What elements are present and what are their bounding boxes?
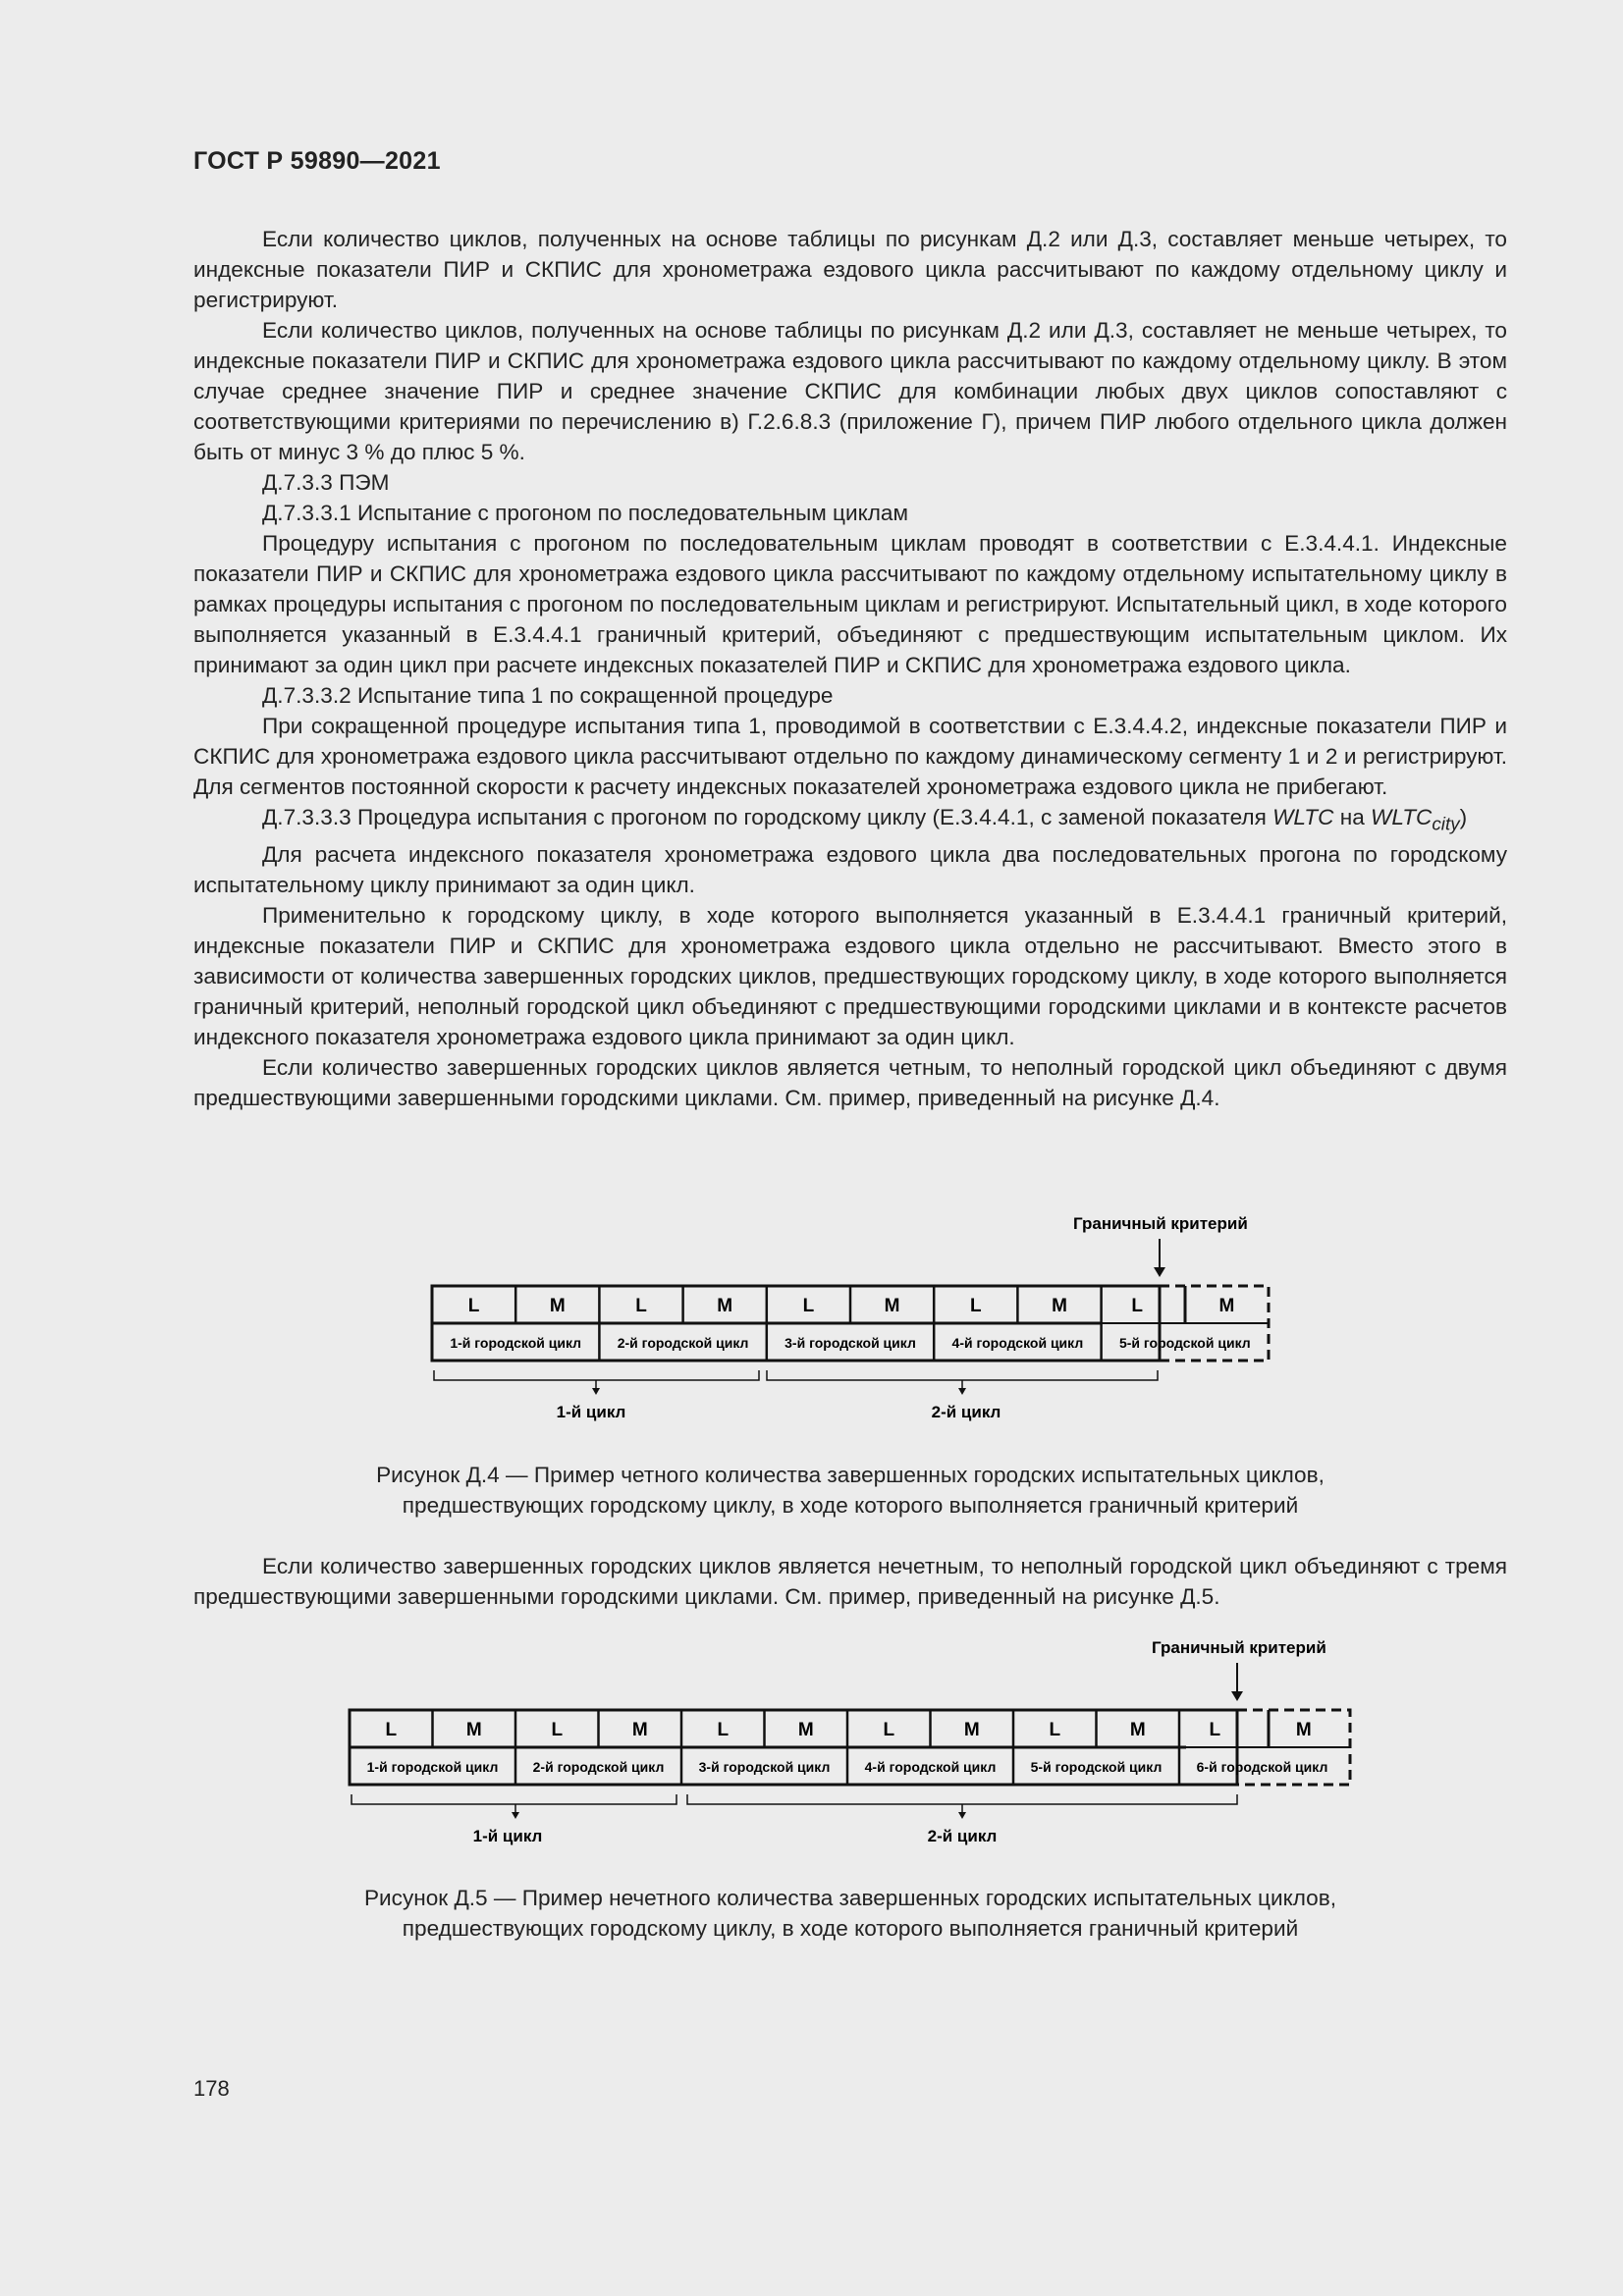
brace-2 [687,1794,1237,1814]
phase-cell-M: M [884,1296,900,1316]
group-label-1: 1-й цикл [472,1827,543,1845]
page-number: 178 [193,2076,230,2101]
phase-cell-M: M [631,1720,648,1740]
phase-cell-L: L [1131,1296,1144,1316]
section-heading-wltc: Д.7.3.3.3 Процедура испытания с прогоном по городскому циклу (Е.3.4.4.1, с заменой показателя WLTC на $WLTC_{city}$) [262,805,1468,834]
figure-d5 [0,1629,1623,1845]
paragraph: Для расчета индексного показателя хронометража ездового цикла два последовательных прогона по городскому испытательному циклу принимают за один цикл. [193,841,1507,897]
brace-1 [434,1370,759,1390]
phase-cell-L: L [717,1720,730,1740]
phase-cell-M: M [465,1720,482,1740]
phase-cell-L: L [385,1720,398,1740]
phase-cell-M: M [963,1720,980,1740]
brace-1 [352,1794,676,1814]
paragraph: Если количество циклов, полученных на основе таблицы по рисункам Д.2 или Д.3, составляет не меньше четырех, то индексные показатели ПИР и СКПИС для хронометража ездового цикла рассчитывают по каждому отдельному циклу. В этом случае среднее значение ПИР и среднее значение СКПИС для комбинации любых двух циклов сопоставляют с соответствующими критериями по перечислению в) Г.2.6.8.3 (приложение Г), причем ПИР любого отдельного цикла должен быть от минус 3 % до плюс 5 %. [193,318,1507,464]
phase-cell-M: M [1129,1720,1146,1740]
group-label-2: 2-й цикл [927,1827,998,1845]
figure-d4-diagram [0,1205,1623,1421]
phase-cell-L: L [1209,1720,1221,1740]
cycle-label: 3-й городской цикл [784,1335,916,1351]
criterion-label: Граничный критерий [1073,1214,1248,1233]
cycle-label: 1-й городской цикл [450,1335,582,1351]
group-label-1: 1-й цикл [556,1403,626,1421]
figure-d4-caption: Рисунок Д.4 — Пример четного количества завершенных городских испытательных циклов, предшествующих городскому циклу, в ходе которого выполняется граничный критерий [376,1463,1325,1518]
cycle-label: 6-й городской цикл [1196,1759,1328,1775]
figure-d5-diagram [0,1629,1623,1845]
phase-cell-M: M [549,1296,566,1316]
phase-cell-M: M [717,1296,733,1316]
top-cells [468,1286,1235,1323]
phase-cell-M: M [1052,1296,1067,1316]
criterion-arrow-head [1154,1267,1165,1277]
cycle-label: 2-й городской цикл [532,1759,665,1775]
cycle-label: 4-й городской цикл [951,1335,1084,1351]
phase-cell-M: M [797,1720,814,1740]
brace-2 [767,1370,1158,1390]
cycle-label: 4-й городской цикл [864,1759,997,1775]
figure-d4 [0,1205,1623,1421]
paragraph: При сокращенной процедуре испытания типа 1, проводимой в соответствии с Е.3.4.4.2, индексные показатели ПИР и СКПИС для хронометража ездового цикла рассчитывают отдельно по каждому динамическому сегменту 1 и 2 и регистрируют. Для сегментов постоянной скорости к расчету индексных показателей хронометража ездового цикла не прибегают. [193,714,1507,799]
section-heading: Д.7.3.3.2 Испытание типа 1 по сокращенной процедуре [262,683,834,708]
body-text [193,224,1507,1113]
group-label-2: 2-й цикл [931,1403,1001,1421]
phase-cell-L: L [635,1296,647,1316]
section-heading: Д.7.3.3 ПЭМ [262,470,390,495]
top-cells [385,1710,1311,1747]
paragraph-odd: Если количество завершенных городских циклов является нечетным, то неполный городской цикл объединяют с тремя предшествующими завершенными городскими циклами. См. пример, приведенный на рисунке Д.5. [193,1554,1507,1609]
phase-cell-M: M [1295,1720,1312,1740]
criterion-arrow-head [1231,1691,1243,1701]
cycle-label: 5-й городской цикл [1118,1335,1251,1351]
cycle-cells [367,1747,1328,1785]
paragraph: Если количество завершенных городских циклов является четным, то неполный городской цикл объединяют с двумя предшествующими завершенными городскими циклами. См. пример, приведенный на рисунке Д.4. [193,1054,1507,1110]
paragraph: Применительно к городскому циклу, в ходе которого выполняется указанный в Е.3.4.4.1 граничный критерий, индексные показатели ПИР и СКПИС для хронометража ездового цикла отдельно не рассчитывают. Вместо этого в зависимости от количества завершенных городских циклов, предшествующих городскому циклу, в ходе которого выполняется граничный критерий, неполный городской цикл объединяют с предшествующими городскими циклами и в контексте расчетов индексного показателя хронометража ездового цикла принимают за один цикл. [193,902,1507,1049]
phase-cell-L: L [802,1296,815,1316]
cycle-label: 3-й городской цикл [698,1759,831,1775]
phase-cell-M: M [1218,1296,1235,1316]
cycle-label: 1-й городской цикл [366,1759,499,1775]
phase-cell-L: L [969,1296,982,1316]
cycle-label: 5-й городской цикл [1030,1759,1163,1775]
phase-cell-L: L [1049,1720,1061,1740]
section-heading: Д.7.3.3.1 Испытание с прогоном по последовательным циклам [262,501,909,525]
paragraph: Процедуру испытания с прогоном по последовательным циклам проводят в соответствии с Е.3.4.4.1. Индексные показатели ПИР и СКПИС для хронометража ездового цикла рассчитывают по каждому отдельному испытательному циклу в рамках процедуры испытания с прогоном по последовательным циклам и регистрируют. Испытательный цикл, в ходе которого выполняется указанный в Е.3.4.4.1 граничный критерий, объединяют с предшествующим испытательным циклом. Их принимают за один цикл при расчете индексных показателей ПИР и СКПИС для хронометража ездового цикла. [193,531,1507,677]
phase-cell-L: L [551,1720,564,1740]
document-header: ГОСТ Р 59890—2021 [193,147,441,175]
paragraph: Если количество циклов, полученных на основе таблицы по рисункам Д.2 или Д.3, составляет меньше четырех, то индексные показатели ПИР и СКПИС для хронометража ездового цикла рассчитывают по каждому отдельному циклу и регистрируют. [193,227,1507,312]
cycle-cells [450,1323,1250,1361]
criterion-label: Граничный критерий [1152,1638,1326,1657]
cycle-label: 2-й городской цикл [617,1335,749,1351]
figure-d5-caption: Рисунок Д.5 — Пример нечетного количества завершенных городских испытательных циклов, предшествующих городскому циклу, в ходе которого выполняется граничный критерий [363,1886,1337,1941]
phase-cell-L: L [467,1296,480,1316]
phase-cell-L: L [883,1720,895,1740]
